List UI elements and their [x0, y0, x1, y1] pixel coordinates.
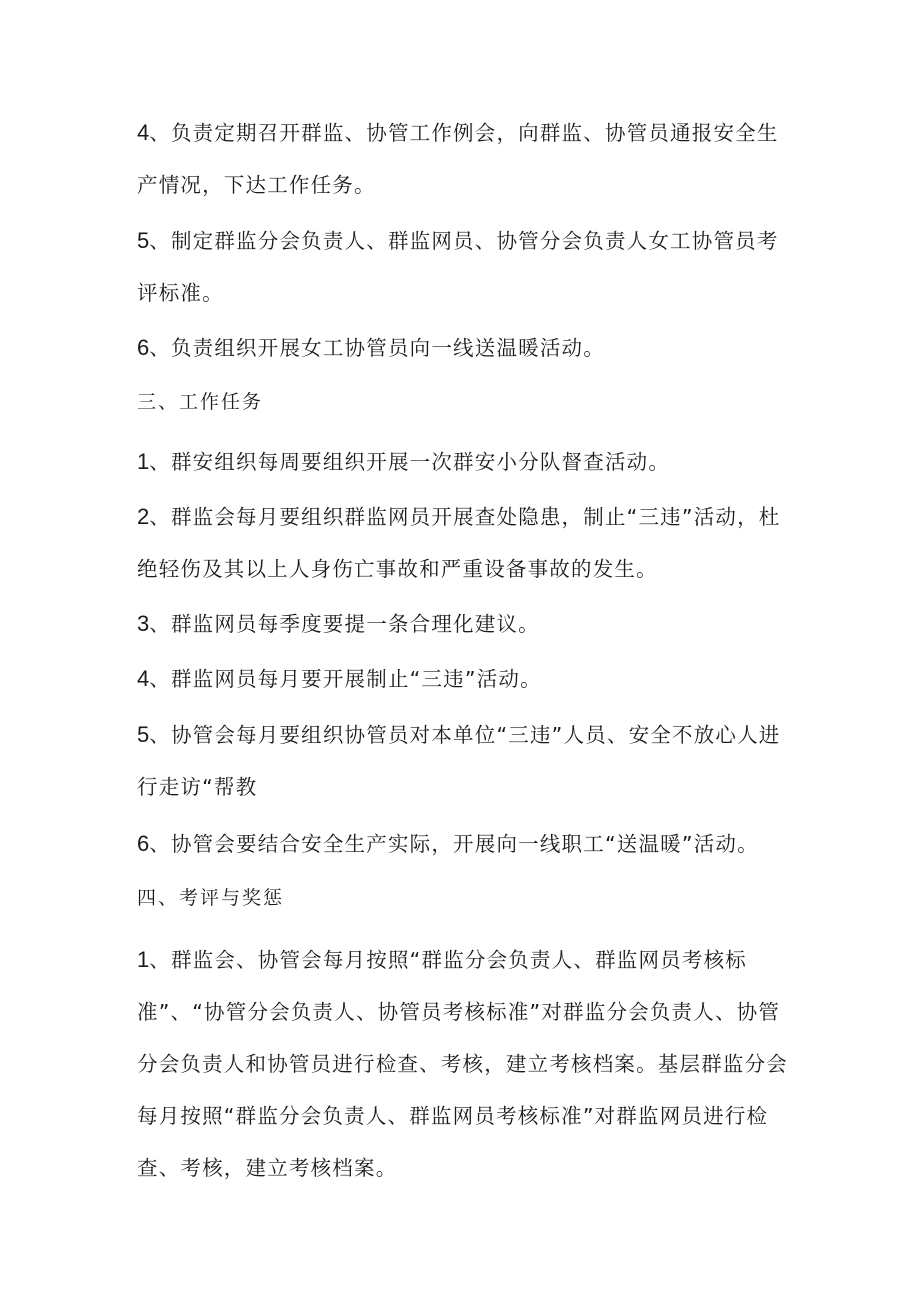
paragraph-evaluation-1: [137, 934, 789, 1194]
paragraph-task-5: [137, 709, 789, 813]
paragraph-text: 、协管会要结合安全生产实际，开展向一线职工“送温暖”活动。: [149, 832, 759, 856]
paragraph-text: 、群监会每月要组织群监网员开展查处隐患，制止“三违”活动，杜绝轻伤及其以上人身伤亡事故和严重设备事故的发生。: [137, 505, 781, 581]
paragraph-task-4: [137, 653, 789, 705]
paragraph-duty-4: [137, 107, 789, 211]
section-heading-work-tasks: [137, 376, 789, 428]
paragraph-text: 、负责组织开展女工协管员向一线送温暖活动。: [149, 336, 605, 360]
section-heading-text: 三、工作任务: [137, 391, 264, 413]
paragraph-text: 、群安组织每周要组织开展一次群安小分队督查活动。: [149, 450, 671, 474]
paragraph-number: 4: [137, 666, 150, 691]
paragraph-number: 6: [137, 335, 150, 360]
paragraph-task-1: [137, 436, 789, 488]
paragraph-duty-6: [137, 322, 789, 374]
paragraph-number: 2: [137, 504, 150, 529]
paragraph-task-6: [137, 818, 789, 870]
paragraph-number: 5: [137, 228, 150, 253]
paragraph-text: 、制定群监分会负责人、群监网员、协管分会负责人女工协管员考评标准。: [137, 229, 779, 305]
paragraph-duty-5: [137, 215, 789, 319]
paragraph-text: 、群监网员每月要开展制止“三违”活动。: [149, 667, 542, 691]
paragraph-number: 1: [137, 947, 150, 972]
paragraph-text: 、群监会、协管会每月按照“群监分会负责人、群监网员考核标准”、“协管分会负责人、协管员考核标准”对群监分会负责人、协管分会负责人和协管员进行检查、考核，建立考核档案。基层群监分会每月按照“群监分会负责人、群监网员考核标准”对群监网员进行检查、考核，建立考核档案。: [137, 948, 788, 1180]
paragraph-number: 3: [137, 611, 150, 636]
paragraph-text: 、群监网员每季度要提一条合理化建议。: [149, 612, 540, 636]
paragraph-number: 6: [137, 831, 150, 856]
paragraph-number: 1: [137, 449, 150, 474]
paragraph-task-3: [137, 598, 789, 650]
paragraph-number: 5: [137, 722, 150, 747]
paragraph-text: 、负责定期召开群监、协管工作例会，向群监、协管员通报安全生产情况，下达工作任务。: [137, 121, 779, 197]
section-heading-text: 四、考评与奖惩: [137, 887, 285, 909]
paragraph-number: 4: [137, 120, 150, 145]
section-heading-evaluation: [137, 872, 789, 924]
paragraph-text: 、协管会每月要组织协管员对本单位“三违”人员、安全不放心人进行走访“帮教: [137, 723, 781, 799]
paragraph-task-2: [137, 491, 789, 595]
